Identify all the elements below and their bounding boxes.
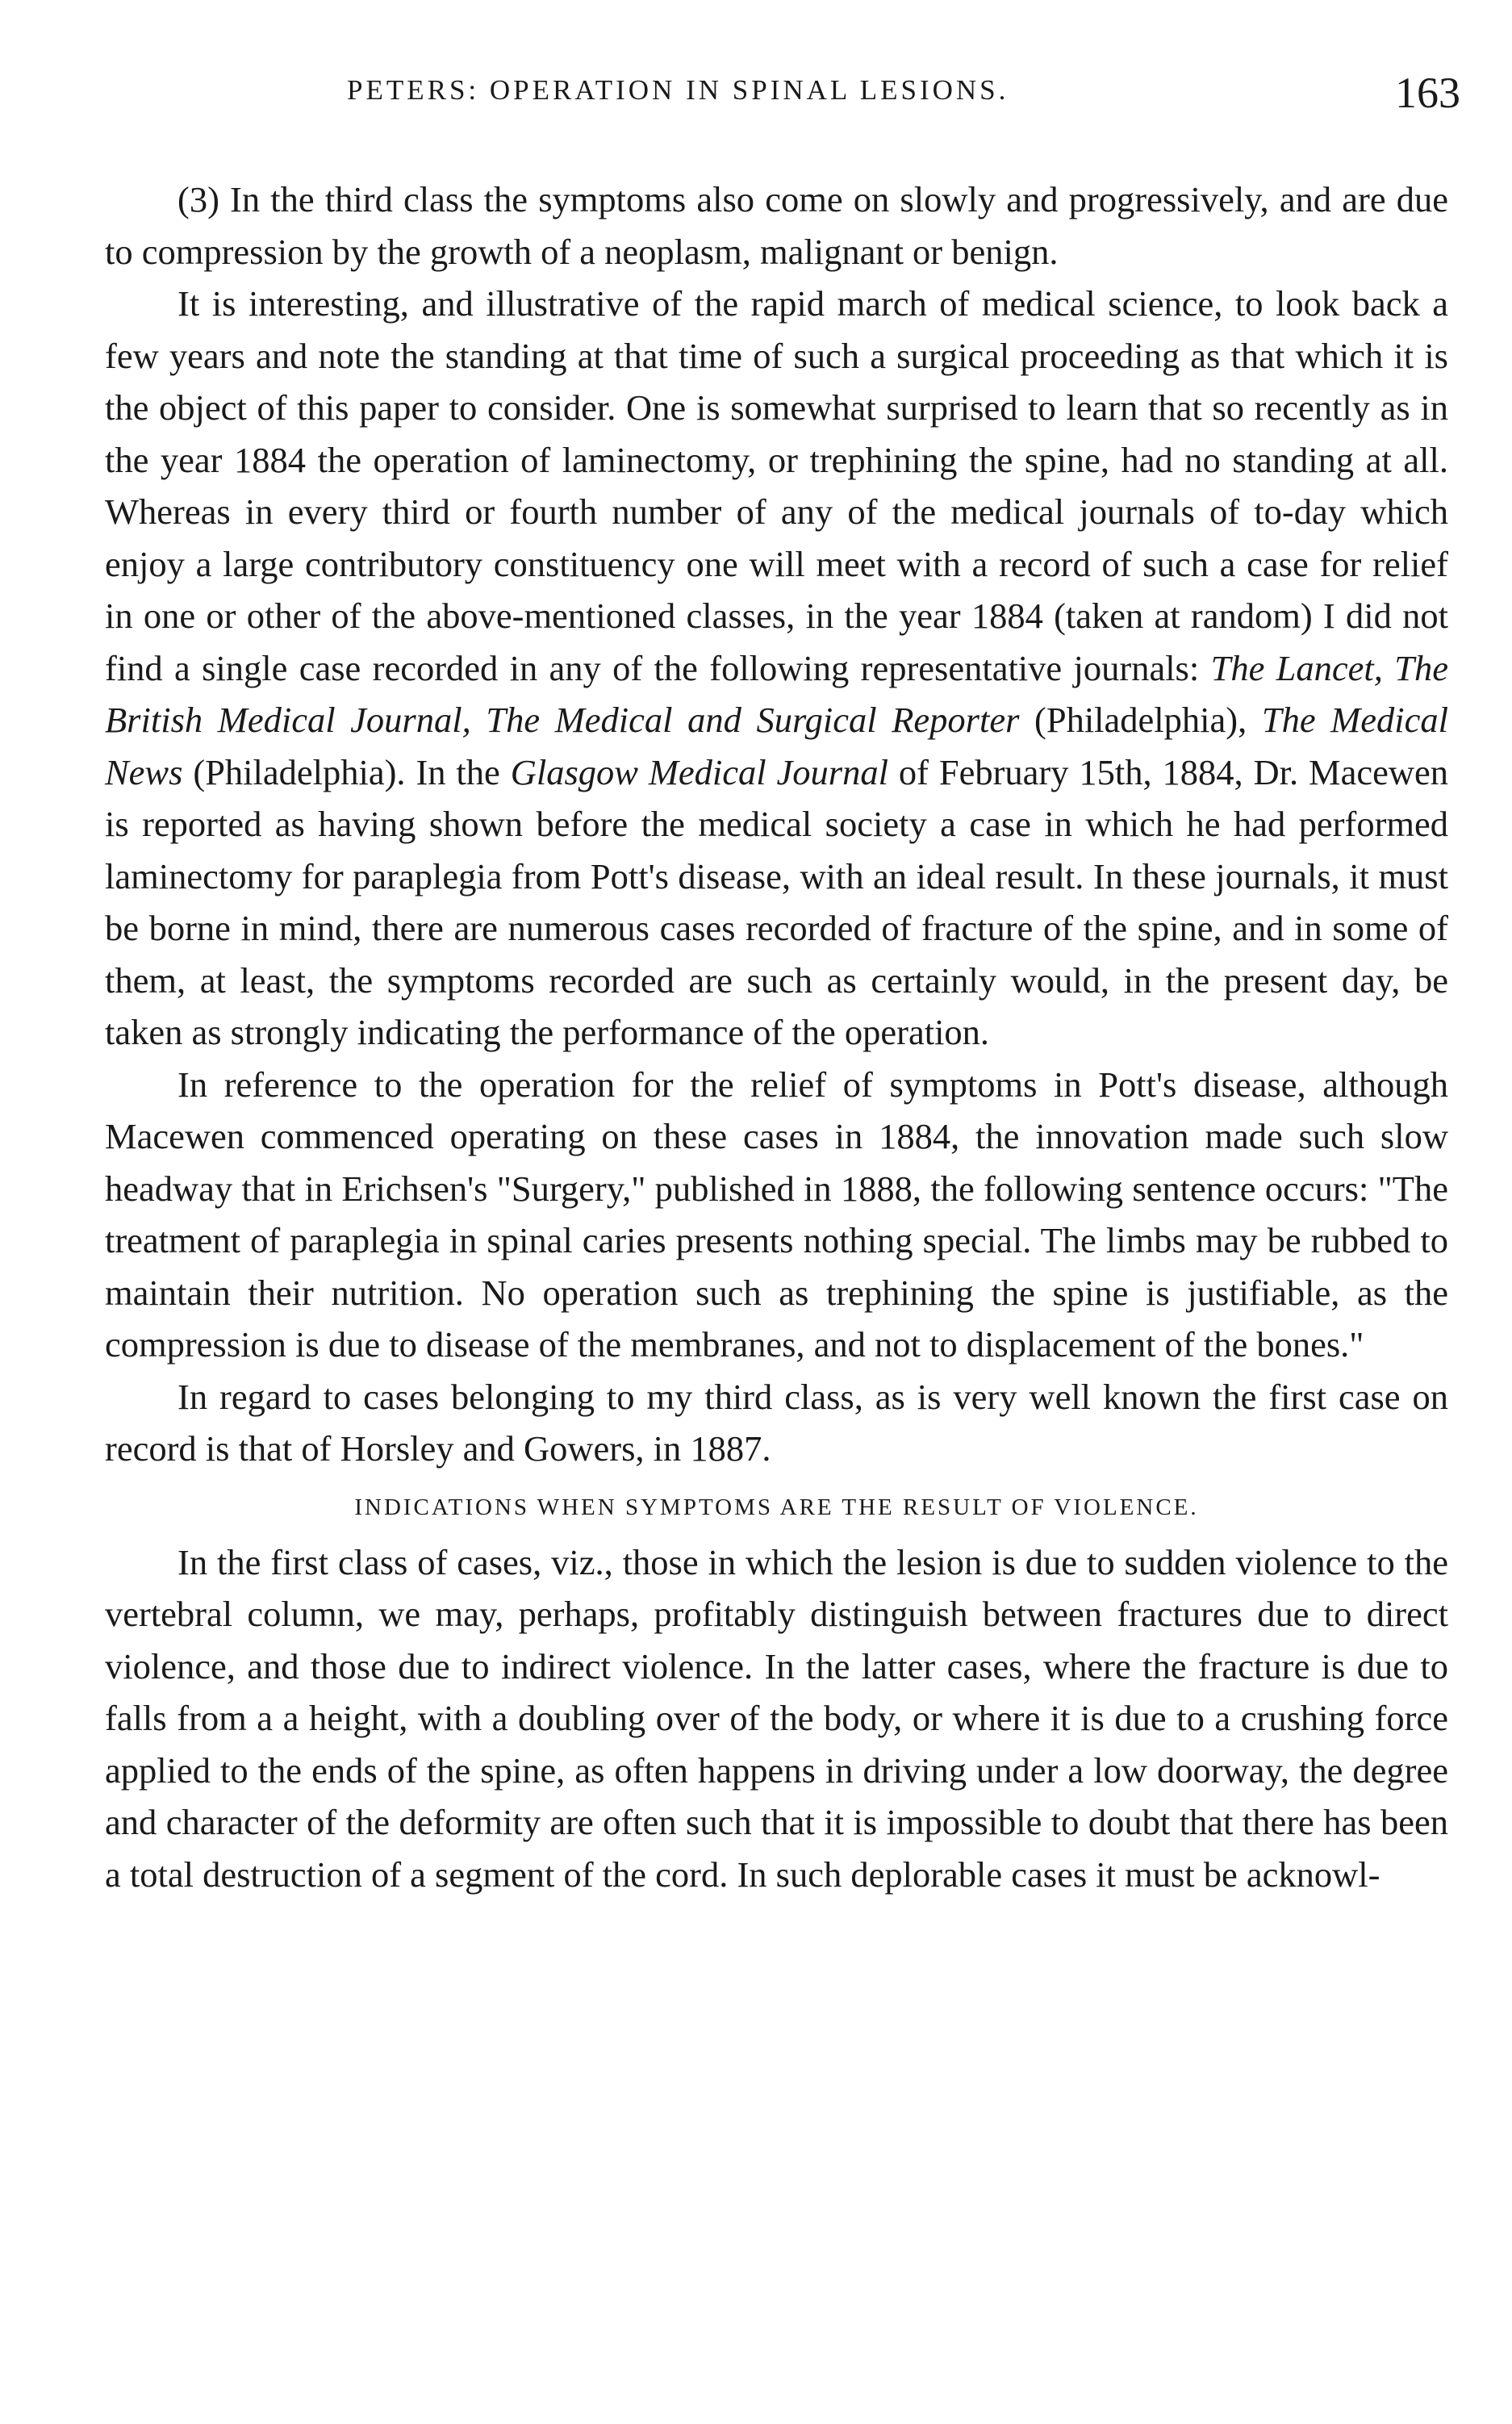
paragraph-text: It is interesting, and illustrative of the rapid march of medical science, to look back a few years and note the standing at that time of such a surgical proceeding as that which it is the object of this paper to consider. One is somewhat surprised to learn that so recently as in the year 1884 the operation of laminectomy, or trephining the spine, had no standing at all. Whereas in every third or fourth number of any of the medical journals of to-day which enjoy a large contributory constituency one will meet with a record of such a case for relief in one or other of the above-mentioned classes, in the year 1884 (taken at random) I did not find a single case recorded in any of the following representative journals: bbox=[105, 283, 1448, 688]
paragraph-horsley-gowers: In regard to cases belonging to my third class, as is very well known the first case on record is that of Horsley and Gowers, in 1887. bbox=[105, 1376, 1448, 1469]
page-header bbox=[105, 69, 1460, 123]
journal-title: The Medical News bbox=[105, 700, 1448, 792]
journal-title: The British Medical Journal, bbox=[105, 647, 1448, 740]
paragraph-first-class: In the first class of cases, viz., those in which the lesion is due to sudden violence to the vertebral column, we may, perhaps, profitably distinguish between fractures due to direct violence, and those due to indirect violence. In the latter cases, where the fracture is due to falls from a a height, with a doubling over of the body, or where it is due to a crushing force applied to the ends of the spine, as often happens in driving under a low doorway, the degree and character of the deformity are often such that it is impossible to doubt that there has been a total destruction of a segment of the cord. In such deplorable cases it must be acknowl- bbox=[105, 1541, 1448, 1895]
paragraph-history bbox=[105, 278, 1448, 1059]
paragraph-text: of February 15th, 1884, Dr. Macewen is reported as having shown before the medical society a case in which he had performed laminectomy for paraplegia from Pott's disease, with an ideal result. In these journals, it must be borne in mind, there are numerous cases recorded of fracture of the spine, and in some of them, at least, the symptoms recorded are such as certainly would, in the present day, be taken as strongly indicating the performance of the operation. bbox=[105, 751, 1449, 1052]
page-number: 163 bbox=[1395, 69, 1460, 117]
journal-title: The Lancet, bbox=[1210, 647, 1383, 688]
paragraph-potts-disease: In reference to the operation for the relief of symptoms in Pott's disease, although Macewen commenced operating on these cases in 1884, the innovation made such slow headway that in Erichsen's "Surgery," published in 1888, the following sentence occurs: "The treatment of paraplegia in spinal caries presents nothing special. The limbs may be rubbed to maintain their nutrition. No operation such as trephining the spine is justifiable, as the compression is due to disease of the membranes, and not to displacement of the bones." bbox=[105, 1064, 1448, 1365]
paragraph-text: (Philadelphia). In the bbox=[182, 751, 511, 792]
paragraph-text: (Philadelphia), bbox=[1019, 700, 1262, 740]
journal-title: The Medical and Surgical Reporter bbox=[486, 700, 1020, 740]
journal-title: Glasgow Medical Journal bbox=[510, 751, 888, 792]
body-text bbox=[105, 173, 1448, 1900]
section-heading: INDICATIONS WHEN SYMPTOMS ARE THE RESULT OF VIOLENCE. bbox=[354, 1494, 1199, 1520]
paragraph-third-class: (3) In the third class the symptoms also come on slowly and progressively, and are due to compression by the growth of a neoplasm, malignant or benign. bbox=[105, 179, 1448, 272]
running-head: PETERS: OPERATION IN SPINAL LESIONS. bbox=[347, 74, 1009, 106]
